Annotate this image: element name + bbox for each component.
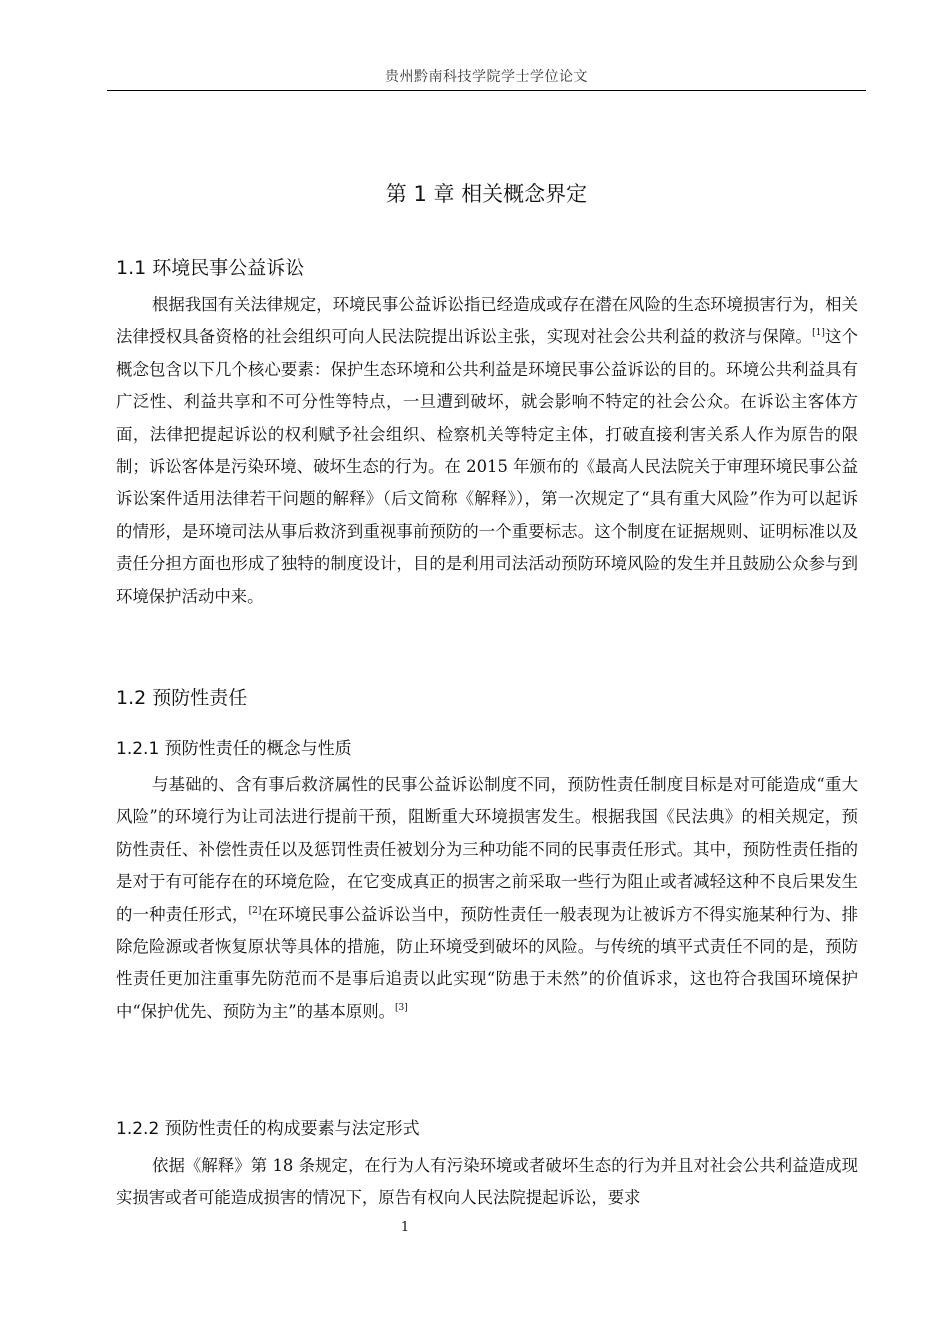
page-number: 1 xyxy=(400,1220,410,1235)
citation-marker: [2] xyxy=(248,905,262,916)
section-heading-1-2: 1.2 预防性责任 xyxy=(116,687,248,709)
paragraph-text: 根据我国有关法律规定，环境民事公益诉讼指已经造成或存在潜在风险的生态环境损害行为，相关法律授权具备资格的社会组织可向人民法院提出诉讼主张，实现对社会公共利益的救济与保障。 xyxy=(116,295,858,347)
header-rule xyxy=(107,90,866,91)
running-header: 贵州黔南科技学院学士学位论文 xyxy=(385,69,588,85)
citation-marker: [3] xyxy=(395,1002,408,1013)
paragraph-text: 这个概念包含以下几个核心要素：保护生态环境和公共利益是环境民事公益诉讼的目的。环境公共利益具有广泛性、利益共享和不可分性等特点，一旦遭到破坏，就会影响不特定的社会公众。在诉讼主客体方面，法律把提起诉讼的权利赋予社会组织、检察机关等特定主体，打破直接利害关系人作为原告的限制；诉讼客体是污染环境、破坏生态的行为。在 2015 年颁布的《最高人民法院关于审理环境民事公益诉讼案件适用法律若干问题的解释》（后文简称《解释》），第一次规定了“具有重大风险”作为可以起诉的情形，是环境司法从事后救济到重视事前预防的一个重要标志。这个制度在证据规则、证明标准以及责任分担方面也形成了独特的制度设计，目的是利用司法活动预防环境风险的发生并且鼓励公众参与到环境保护活动中来。 xyxy=(116,327,859,606)
paragraph-1-2-2 xyxy=(116,1150,858,1215)
citation-marker: [1] xyxy=(812,328,825,339)
paragraph-1-1 xyxy=(116,289,858,613)
chapter-title: 第 1 章 相关概念界定 xyxy=(385,182,588,206)
section-heading-1-2-1: 1.2.1 预防性责任的概念与性质 xyxy=(116,739,352,759)
paragraph-text: 在环境民事公益诉讼当中，预防性责任一般表现为让被诉方不得实施某种行为、排除危险源或者恢复原状等具体的措施，防止环境受到破坏的风险。与传统的填平式责任不同的是，预防性责任更加注重事先防范而不是事后追责以此实现“防患于未然”的价值诉求，这也符合我国环境保护中“保护优先、预防为主”的基本原则。 xyxy=(116,904,859,1021)
paragraph-1-2-1 xyxy=(116,769,858,1028)
paragraph-text: 依据《解释》第 18 条规定，在行为人有污染环境或者破坏生态的行为并且对社会公共利益造成现实损害或者可能造成损害的情况下，原告有权向人民法院提起诉讼，要求 xyxy=(116,1156,858,1208)
section-heading-1-2-2: 1.2.2 预防性责任的构成要素与法定形式 xyxy=(116,1119,420,1139)
section-heading-1-1: 1.1 环境民事公益诉讼 xyxy=(116,257,305,279)
paragraph-text: 与基础的、含有事后救济属性的民事公益诉讼制度不同，预防性责任制度目标是对可能造成“重大风险”的环境行为让司法进行提前干预，阻断重大环境损害发生。根据我国《民法典》的相关规定，预防性责任、补偿性责任以及惩罚性责任被划分为三种功能不同的民事责任形式。其中，预防性责任指的是对于有可能存在的环境危险，在它变成真正的损害之前采取一些行为阻止或者减轻这种不良后果发生的一种责任形式， xyxy=(116,775,858,924)
